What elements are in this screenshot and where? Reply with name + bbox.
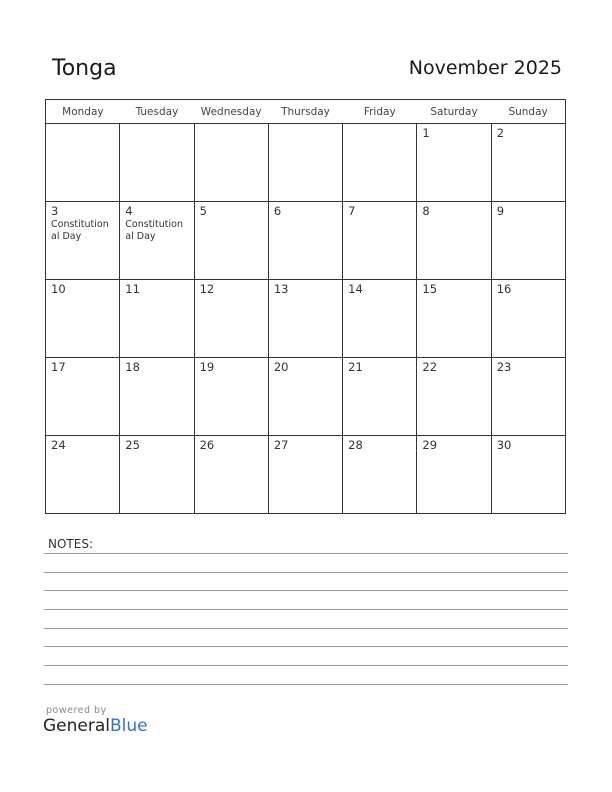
day-number: 7 bbox=[348, 204, 356, 218]
day-cell bbox=[120, 202, 194, 280]
day-cell bbox=[194, 202, 268, 280]
day-cell bbox=[46, 202, 120, 280]
notes-line bbox=[44, 646, 568, 647]
notes-line bbox=[44, 609, 568, 610]
day-number: 5 bbox=[199, 204, 207, 218]
day-cell bbox=[491, 202, 565, 280]
day-number: 13 bbox=[273, 282, 289, 296]
notes-line bbox=[44, 572, 568, 573]
day-cell bbox=[268, 436, 342, 514]
day-number: 1 bbox=[422, 126, 430, 140]
day-cell bbox=[343, 358, 417, 436]
brand-logo bbox=[43, 716, 148, 736]
day-number: 21 bbox=[348, 360, 363, 374]
day-cell bbox=[268, 202, 342, 280]
day-cell bbox=[417, 436, 491, 514]
day-cell bbox=[491, 358, 565, 436]
day-cell bbox=[194, 436, 268, 514]
day-cell bbox=[268, 280, 342, 358]
day-number: 22 bbox=[422, 360, 438, 374]
day-number: 26 bbox=[199, 438, 215, 452]
week-row bbox=[46, 124, 566, 202]
day-cell bbox=[194, 358, 268, 436]
weekday-header: Thursday bbox=[268, 100, 342, 124]
powered-by-label: powered by bbox=[46, 705, 107, 716]
day-number: 20 bbox=[273, 360, 289, 374]
notes-label: NOTES: bbox=[48, 537, 93, 551]
day-cell bbox=[491, 436, 565, 514]
day-number: 4 bbox=[125, 204, 133, 218]
day-number: 10 bbox=[51, 282, 66, 296]
week-row bbox=[46, 436, 566, 514]
notes-line bbox=[44, 553, 568, 554]
notes-line bbox=[44, 665, 568, 666]
day-cell bbox=[46, 124, 120, 202]
day-cell bbox=[491, 280, 565, 358]
day-number: 25 bbox=[125, 438, 140, 452]
day-cell bbox=[343, 280, 417, 358]
brand-general: General bbox=[43, 716, 110, 736]
month-year-title: November 2025 bbox=[408, 57, 562, 79]
week-row bbox=[46, 280, 566, 358]
calendar-grid bbox=[45, 99, 566, 514]
day-cell bbox=[343, 124, 417, 202]
day-number: 17 bbox=[51, 360, 66, 374]
weekday-header: Tuesday bbox=[120, 100, 194, 124]
day-cell bbox=[120, 124, 194, 202]
brand-blue: Blue bbox=[110, 716, 148, 736]
day-number: 15 bbox=[422, 282, 438, 296]
country-title: Tonga bbox=[52, 56, 117, 81]
day-cell bbox=[417, 280, 491, 358]
day-number: 6 bbox=[273, 204, 282, 218]
weekday-header-row bbox=[46, 100, 566, 124]
day-cell bbox=[417, 202, 491, 280]
day-number: 24 bbox=[51, 438, 66, 452]
notes-line bbox=[44, 590, 568, 591]
holiday-label: Constitution al Day bbox=[125, 219, 184, 242]
day-cell bbox=[46, 436, 120, 514]
weekday-header: Saturday bbox=[417, 100, 491, 124]
holiday-label: Constitution al Day bbox=[51, 219, 109, 242]
day-cell bbox=[343, 436, 417, 514]
notes-line bbox=[44, 684, 568, 685]
day-number: 14 bbox=[348, 282, 363, 296]
day-number: 27 bbox=[273, 438, 289, 452]
day-number: 29 bbox=[422, 438, 438, 452]
day-number: 19 bbox=[199, 360, 215, 374]
notes-line bbox=[44, 628, 568, 629]
weekday-header: Sunday bbox=[491, 100, 565, 124]
weekday-header: Friday bbox=[343, 100, 417, 124]
day-number: 2 bbox=[496, 126, 505, 140]
day-number: 23 bbox=[496, 360, 512, 374]
day-number: 16 bbox=[496, 282, 512, 296]
day-cell bbox=[46, 280, 120, 358]
day-cell bbox=[194, 280, 268, 358]
day-cell bbox=[343, 202, 417, 280]
week-row bbox=[46, 358, 566, 436]
day-number: 9 bbox=[496, 204, 505, 218]
day-number: 3 bbox=[51, 204, 59, 218]
day-number: 28 bbox=[348, 438, 363, 452]
day-cell bbox=[120, 280, 194, 358]
day-number: 12 bbox=[199, 282, 215, 296]
day-cell bbox=[194, 124, 268, 202]
day-cell bbox=[46, 358, 120, 436]
day-cell bbox=[491, 124, 565, 202]
day-cell bbox=[268, 124, 342, 202]
day-cell bbox=[268, 358, 342, 436]
day-number: 30 bbox=[496, 438, 512, 452]
day-number: 11 bbox=[125, 282, 140, 296]
day-cell bbox=[120, 358, 194, 436]
day-cell bbox=[417, 124, 491, 202]
day-cell bbox=[120, 436, 194, 514]
day-number: 8 bbox=[422, 204, 430, 218]
day-cell bbox=[417, 358, 491, 436]
day-number: 18 bbox=[125, 360, 140, 374]
weekday-header: Wednesday bbox=[194, 100, 268, 124]
weekday-header: Monday bbox=[46, 100, 120, 124]
week-row bbox=[46, 202, 566, 280]
